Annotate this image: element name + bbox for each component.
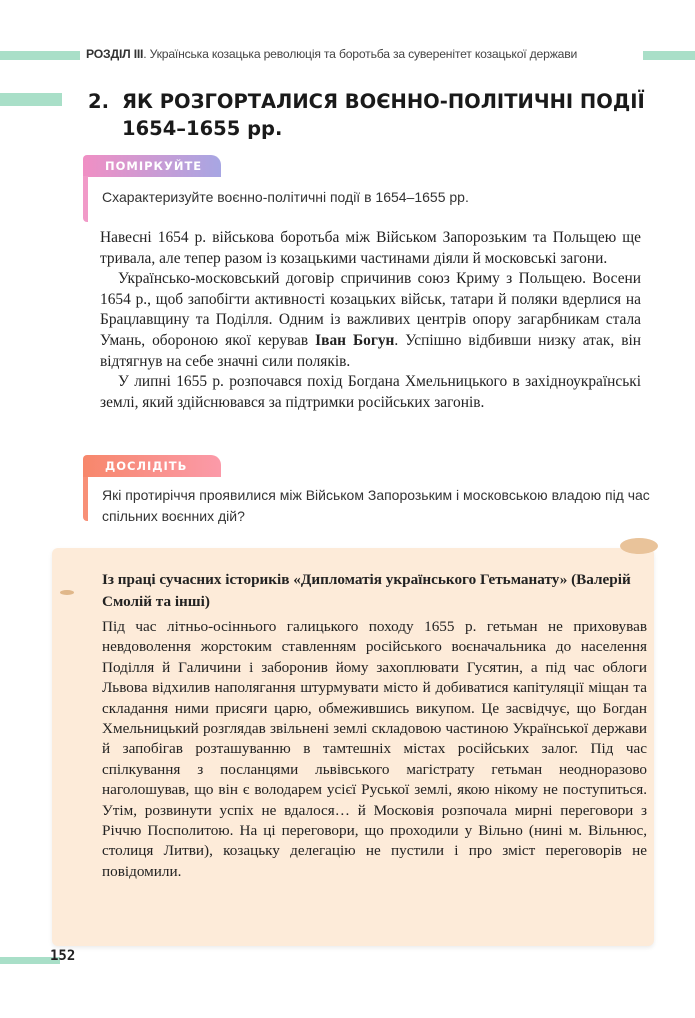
think-box (83, 176, 88, 222)
section-subtitle: . Українська козацька революція та боротьба за суверенітет козацької держави (143, 47, 578, 61)
bold-name: Іван Богун (315, 331, 395, 349)
header-bar-right (643, 51, 695, 60)
paragraph: У липні 1655 р. розпочався похід Богдана Хмельницького в західноукраїнські землі, який здійснювався за підтримки російських загонів. (100, 373, 641, 411)
section-number: 2. (88, 90, 109, 113)
explore-text: Які протиріччя проявилися між Військом Запорозьким і московською владою під час спільних воєнних дій? (102, 487, 650, 524)
running-head (86, 47, 577, 61)
section-title: ЯК РОЗГОРТАЛИСЯ ВОЄННО-ПОЛІТИЧНІ ПОДІЇ 1654–1655 рр. (122, 90, 645, 140)
scroll-curl-left (60, 590, 74, 595)
paragraph: Українсько-московський договір спричинив союз Криму з Польщею. Восени 1654 р., щоб запобігти активності козацьких військ, татари й поляки вдерлися на Брацлавщину та Поділля. Одним із важливих центрів опору загарбникам стала Умань, обороною якої керував Іван Богун. Успішно відбивши низку атак, він відтягнув на себе значні сили поляків. (100, 270, 641, 370)
think-text: Схарактеризуйте воєнно-політичні події в 1654–1655 рр. (102, 189, 469, 205)
header-bar-left (0, 51, 80, 60)
title-bar (0, 93, 62, 106)
page-number: 152 (50, 948, 76, 964)
scroll-curl-right (620, 538, 658, 554)
explore-badge: ДОСЛІДІТЬ (83, 455, 221, 477)
body-text (100, 228, 641, 413)
section-label: РОЗДІЛ III (86, 47, 144, 61)
paragraph: Навесні 1654 р. військова боротьба між Військом Запорозьким та Польщею ще тривала, але тепер разом із козацькими частинами діяли й московські загони. (100, 229, 641, 267)
source-text: Під час літньо-осіннього галицького походу 1655 р. гетьман не приховував невдоволення жорстоким ставленням російського воєначальника до населення Поділля й Галичини і заборонив йому захоплювати Гусятин, а під час облоги Львова відхилив наполягання штурмувати місто й добиватися капітуляції міщан та складання ними присяги царю, обмежившись викупом. Це засвідчує, що Богдан Хмельницький розглядав звільнені землі складовою частиною Української держави й запобігав розташуванню в тамтешніх містах російських залог. Під час спілкування з посланцями львівського магістрату гетьман неодноразово наголошував, що він є володарем усієї Руської землі, якою нікому не поступиться. Утім, розвинути успіх не вдалося… й Московія розпочала мирні переговори з Річчю Посполитою. На ці переговори, що проходили у Вільно (нині м. Вільнюс, столиця Литви), козацьку делегацію не пустили і про зміст переговорів не повідомили. (102, 618, 647, 880)
explore-box (83, 477, 88, 521)
source-heading: Із праці сучасних істориків «Дипломатія українського Гетьманату» (Валерій Смолій та інші) (102, 571, 631, 610)
think-badge: ПОМІРКУЙТЕ (83, 155, 221, 177)
